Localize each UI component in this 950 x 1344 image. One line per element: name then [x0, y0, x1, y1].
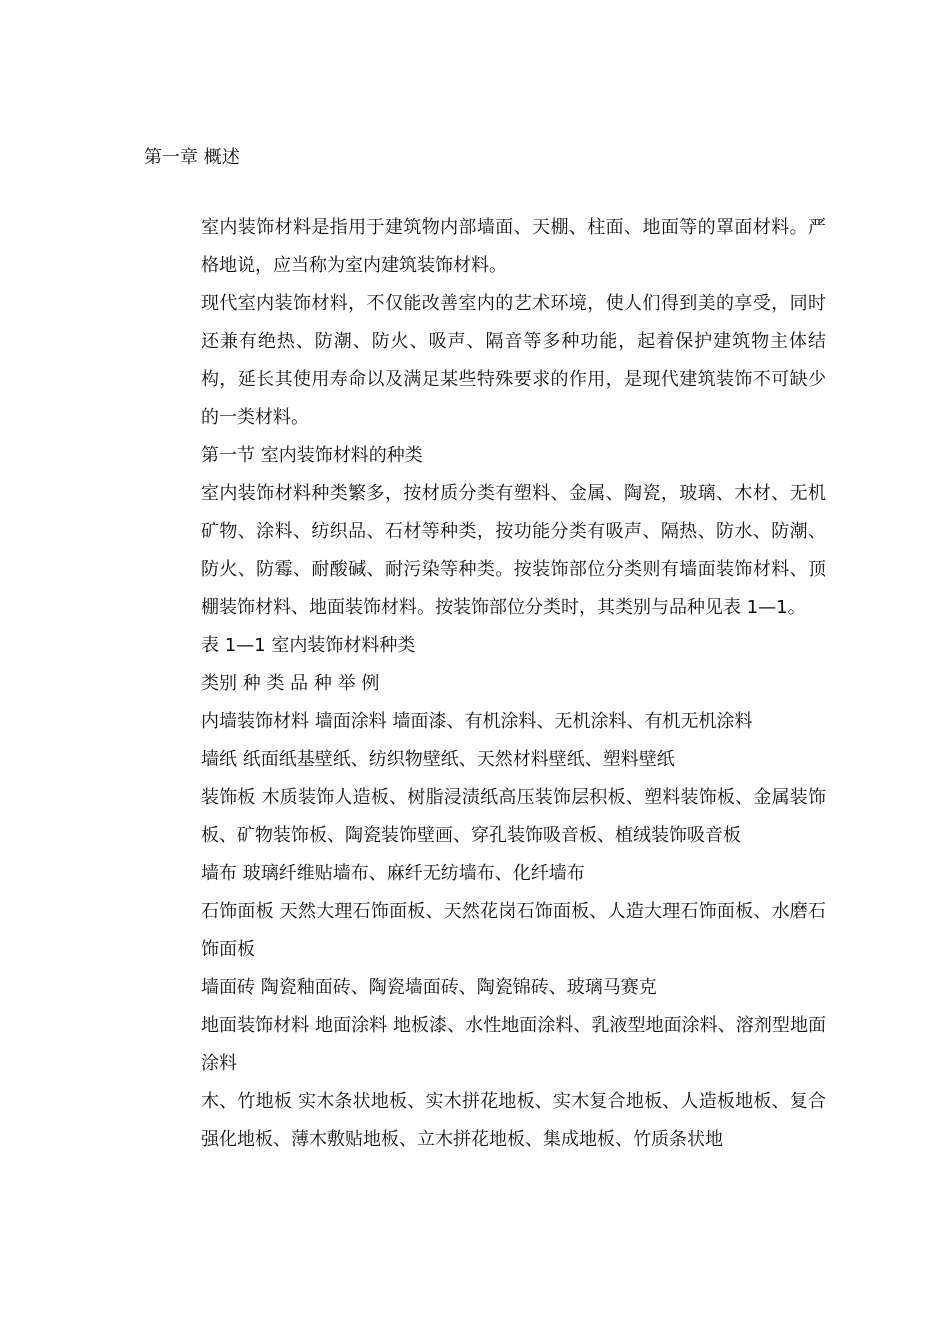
paragraph-definition: 室内装饰材料是指用于建筑物内部墙面、天棚、柱面、地面等的罩面材料。严格地说，应当称为室内建筑装饰材料。 — [201, 217, 826, 276]
table-row: 墙纸 纸面纸基壁纸、纺织物壁纸、天然材料壁纸、塑料壁纸 — [201, 749, 675, 770]
table-row: 墙布 玻璃纤维贴墙布、麻纤无纺墙布、化纤墙布 — [201, 863, 585, 884]
table-row: 墙面砖 陶瓷釉面砖、陶瓷墙面砖、陶瓷锦砖、玻璃马赛克 — [201, 977, 657, 998]
table-row: 木、竹地板 实木条状地板、实木拼花地板、实木复合地板、人造板地板、复合强化地板、薄木敷贴地板、立木拼花地板、集成地板、竹质条状地 — [201, 1091, 826, 1150]
table-row: 内墙装饰材料 墙面涂料 墙面漆、有机涂料、无机涂料、有机无机涂料 — [201, 711, 753, 732]
table-caption: 表 1—1 室内装饰材料种类 — [201, 635, 416, 656]
section-heading: 第一节 室内装饰材料的种类 — [201, 445, 423, 466]
table-row: 石饰面板 天然大理石饰面板、天然花岗石饰面板、人造大理石饰面板、水磨石饰面板 — [201, 901, 826, 960]
chapter-title: 第一章 概述 — [144, 147, 240, 168]
table-row: 装饰板 木质装饰人造板、树脂浸渍纸高压装饰层积板、塑料装饰板、金属装饰板、矿物装饰板、陶瓷装饰壁画、穿孔装饰吸音板、植绒装饰吸音板 — [201, 787, 826, 846]
table-header: 类别 种 类 品 种 举 例 — [201, 673, 380, 694]
paragraph-classification: 室内装饰材料种类繁多，按材质分类有塑料、金属、陶瓷，玻璃、木材、无机矿物、涂料、纺织品、石材等种类，按功能分类有吸声、隔热、防水、防潮、防火、防霉、耐酸碱、耐污染等种类。按装饰部位分类则有墙面装饰材料、顶棚装饰材料、地面装饰材料。按装饰部位分类时，其类别与品种见表 1—1。 — [201, 483, 826, 618]
body-text — [201, 209, 826, 1159]
paragraph-functions: 现代室内装饰材料，不仅能改善室内的艺术环境，使人们得到美的享受，同时还兼有绝热、防潮、防火、吸声、隔音等多种功能，起着保护建筑物主体结构，延长其使用寿命以及满足某些特殊要求的作用，是现代建筑装饰不可缺少的一类材料。 — [201, 293, 826, 428]
table-row: 地面装饰材料 地面涂料 地板漆、水性地面涂料、乳液型地面涂料、溶剂型地面涂料 — [201, 1015, 826, 1074]
